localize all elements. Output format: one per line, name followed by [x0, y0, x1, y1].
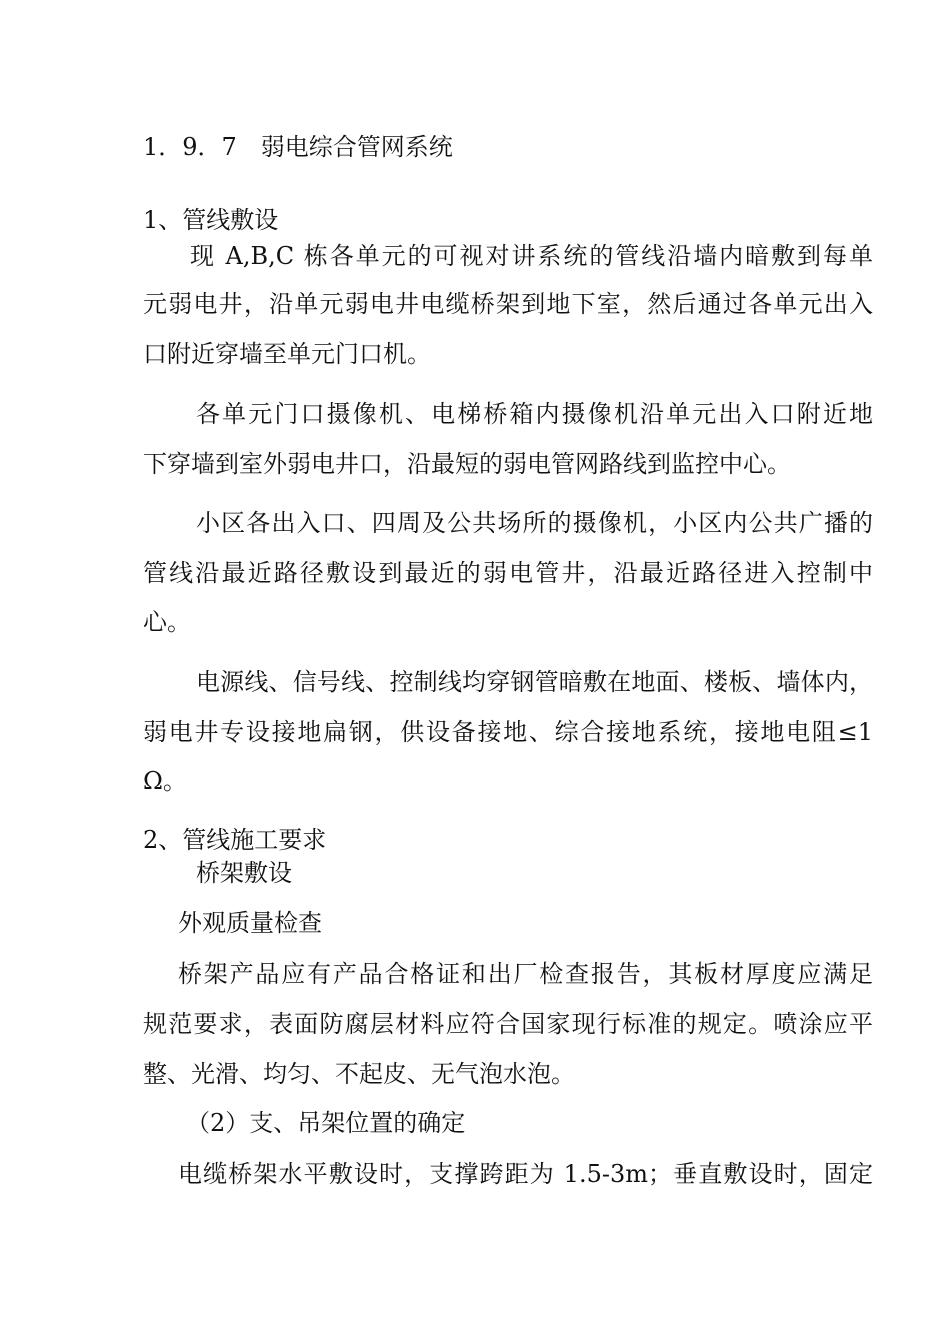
paragraph-line: 现 A,B,C 栋各单元的可视对讲系统的管线沿墙内暗敷到每单	[190, 242, 873, 270]
paragraph-line: 小区各出入口、四周及公共场所的摄像机，小区内公共广播的	[196, 509, 873, 537]
paragraph-line: 桥架产品应有产品合格证和出厂检查报告，其板材厚度应满足	[178, 960, 873, 988]
paragraph-line: 弱电井专设接地扁钢，供设备接地、综合接地系统，接地电阻≤1	[143, 718, 873, 746]
sub-heading-support-position: （2）支、吊架位置的确定	[186, 1109, 466, 1137]
paragraph-line: 管线沿最近路径敷设到最近的弱电管井，沿最近路径进入控制中	[143, 559, 873, 587]
paragraph-line: 规范要求，表面防腐层材料应符合国家现行标准的规定。喷涂应平	[143, 1010, 873, 1038]
section-heading: 1．9．7 弱电综合管网系统	[143, 133, 453, 161]
paragraph-line: 元弱电井，沿单元弱电井电缆桥架到地下室，然后通过各单元出入	[143, 290, 873, 318]
paragraph-line: 各单元门口摄像机、电梯桥箱内摄像机沿单元出入口附近地	[196, 400, 873, 428]
paragraph-line: 心。	[143, 608, 191, 636]
paragraph-line: 下穿墙到室外弱电井口，沿最短的弱电管网路线到监控中心。	[143, 450, 791, 478]
paragraph-line: 口附近穿墙至单元门口机。	[143, 340, 431, 368]
sub-heading-appearance-check: 外观质量检查	[178, 909, 322, 937]
paragraph-line: 电源线、信号线、控制线均穿钢管暗敷在地面、楼板、墙体内，	[196, 668, 873, 696]
paragraph-line: 电缆桥架水平敷设时，支撑跨距为 1.5-3m；垂直敷设时，固定	[178, 1160, 873, 1188]
sub-heading-tray-laying: 桥架敷设	[196, 859, 292, 887]
subsection-title-pipeline-laying: 1、管线敷设	[143, 206, 279, 234]
paragraph-line: 整、光滑、均匀、不起皮、无气泡水泡。	[143, 1060, 575, 1088]
subsection-title-construction-requirements: 2、管线施工要求	[143, 826, 327, 854]
paragraph-line: Ω。	[143, 767, 187, 795]
